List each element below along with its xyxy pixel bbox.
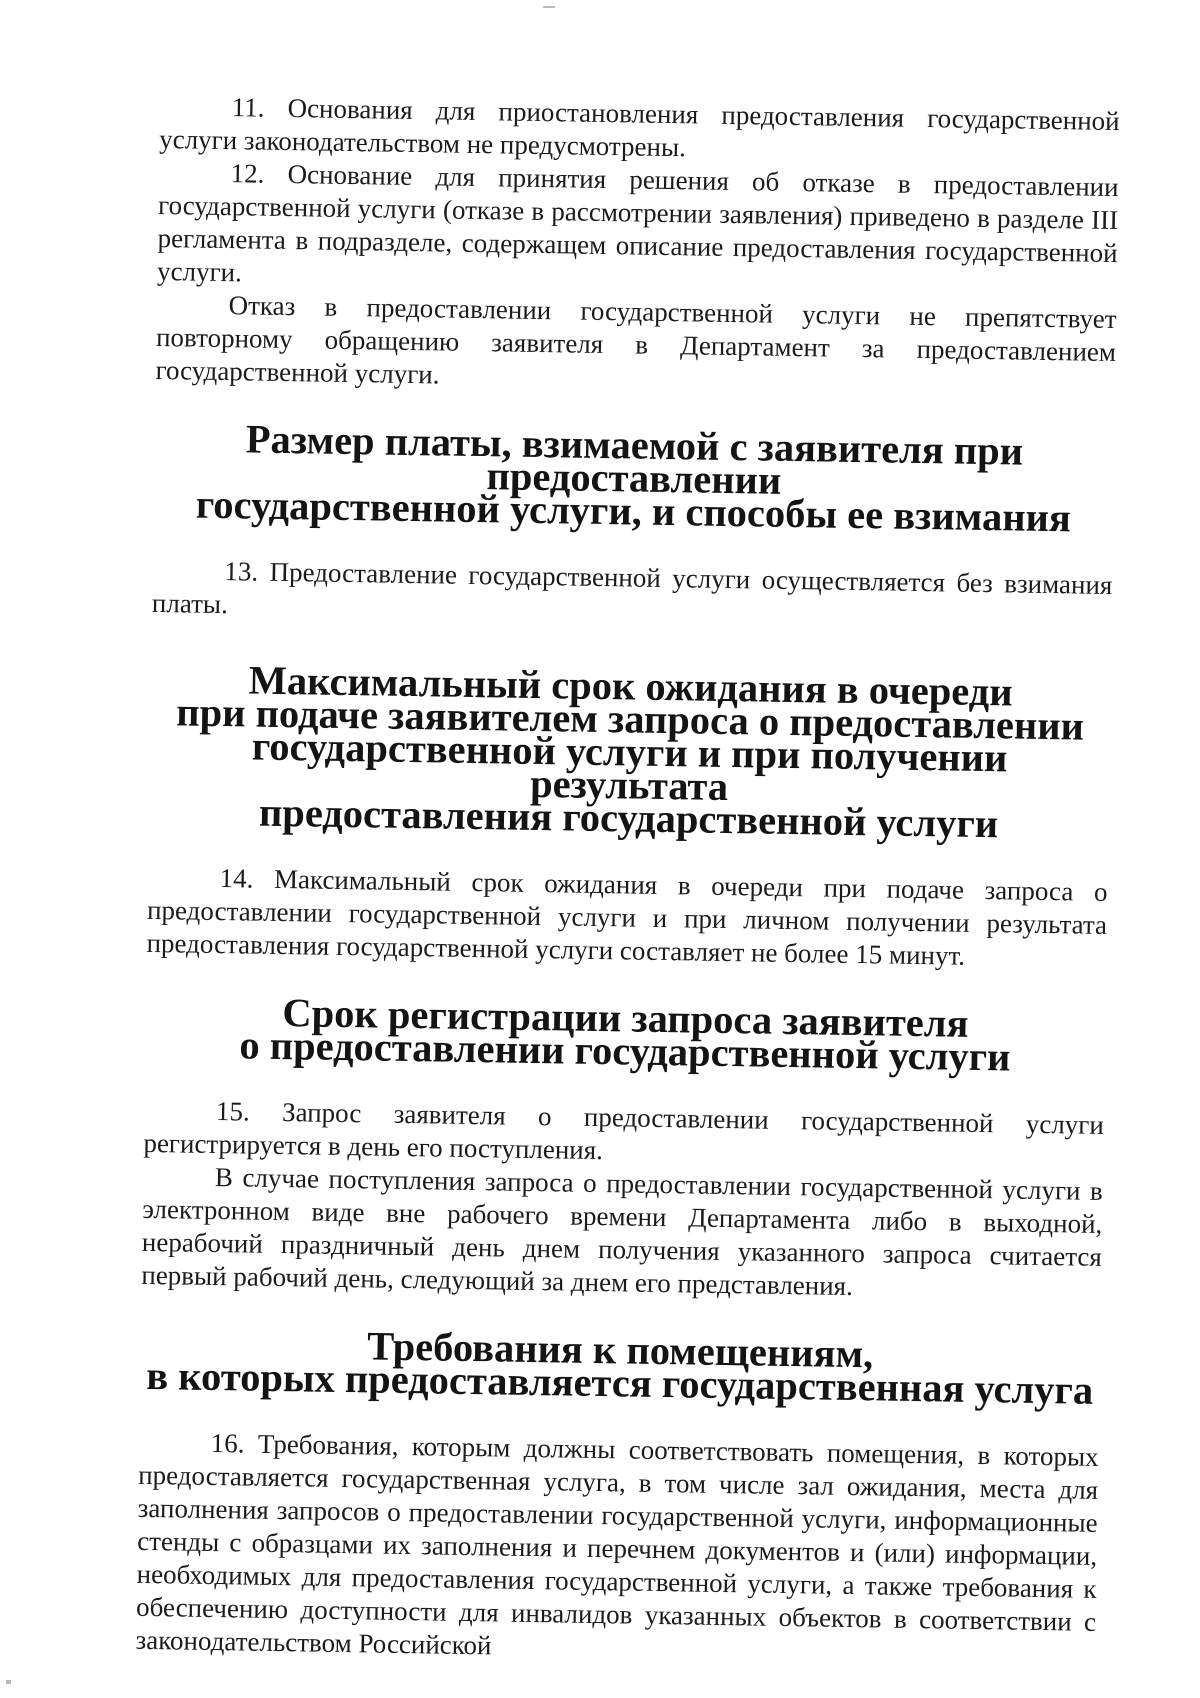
paragraph-11: 11. Основания для приостановления предоставления государственной услуги законодательством не предусмотрены. — [158, 92, 1120, 163]
paragraph-13: 13. Предоставление государственной услуги осуществляется без взимания платы. — [151, 556, 1113, 620]
scan-artifact-top — [543, 6, 555, 8]
paragraph-12: 12. Основание для принятия решения об отказе в предоставлении государственной услуги (отказе в рассмотрении заявления) приведено в разделе III регламента в подразделе, содержащем описание предоставления государственной услуги. — [156, 158, 1119, 288]
paragraph-electronic-request: В случае поступления запроса о предоставлении государственной услуги в электронном виде вне рабочего времени Департамента либо в выходной, нерабочий праздничный день днем получения указанного запроса считается первый рабочий день, следующий за днем его представления. — [141, 1161, 1104, 1302]
paragraph-refusal: Отказ в предоставлении государственной услуги не препятствует повторному обращению заявителя в Департамент за предоставлением государственной услуги. — [155, 290, 1117, 390]
paragraph-14: 14. Максимальный срок ожидания в очереди при подаче запроса о предоставлении государственной услуги и при личном получении результата предоставления государственной услуги составляет не более 15 минут. — [146, 863, 1108, 971]
paragraph-16: 16. Требования, которым должны соответствовать помещения, в которых предоставляется государственная услуга, в том числе зал ожидания, места для заполнения запросов о предоставлении государственной услуги, информационные стенды с образцами их заполнения и перечнем документов и (или) информации, необходимых для предоставления государственной услуги, а также требования к обеспечению доступности для инвалидов указанных объектов в соответствии с законодательством Российской — [135, 1427, 1099, 1661]
heading-queue-time: Максимальный срок ожидания в очереди при подаче заявителем запроса о предоставлении государственной услуги и при получении результата предоставления государственной услуги — [176, 657, 1085, 847]
document-body — [135, 90, 1119, 1672]
heading-premises-requirements: Требования к помещениям, в которых предоставляется государственная услуга — [145, 1323, 1094, 1413]
paragraph-15: 15. Запрос заявителя о предоставлении государственной услуги регистрируется в день его поступления. — [143, 1096, 1105, 1166]
heading-fee: Размер платы, взимаемой с заявителя при предоставлении государственной услуги, и способы ее взимания — [195, 416, 1072, 541]
heading-registration-time: Срок регистрации запроса заявителя о предоставлении государственной услуги — [239, 990, 1011, 1080]
scan-artifact-bottom-left — [6, 1680, 11, 1684]
